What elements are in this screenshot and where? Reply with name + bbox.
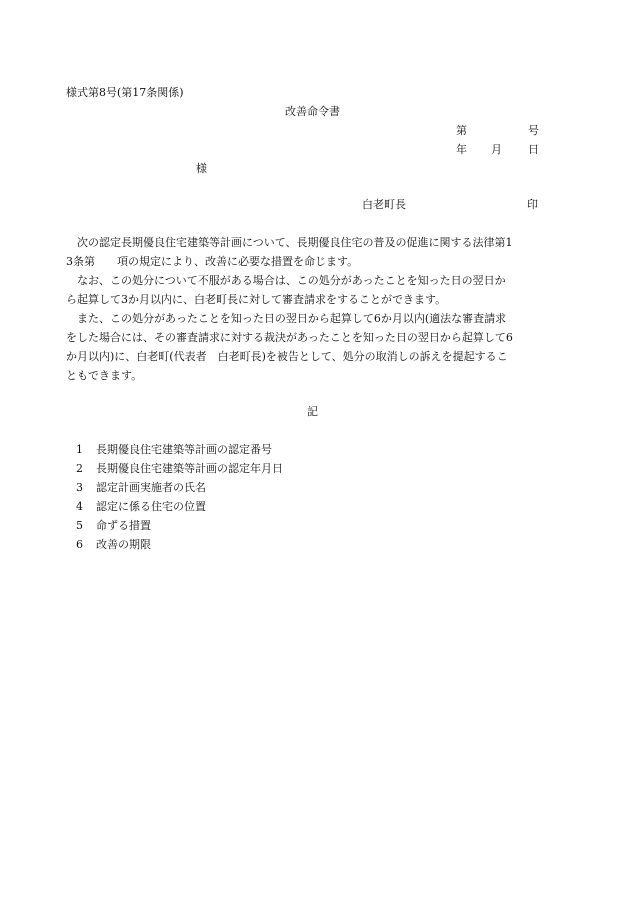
- list-item: [76, 519, 151, 533]
- paragraph-1-line-1: 次の認定長期優良住宅建築等計画について、長期優良住宅の普及の促進に関する法律第1: [77, 236, 513, 249]
- paragraph-3-line-4: ともできます。: [66, 369, 143, 382]
- item-label: 長期優良住宅建築等計画の認定番号: [96, 443, 272, 456]
- item-number: 4: [76, 500, 83, 513]
- paragraph-3-line-2: をした場合には、その審査請求に対する裁決があったことを知った日の翌日から起算して6: [66, 331, 513, 344]
- seal-mark: 印: [527, 198, 538, 211]
- date-month-label: 月: [491, 143, 502, 156]
- ki-heading: 記: [307, 405, 318, 418]
- addressee-suffix: 様: [196, 162, 207, 175]
- number-suffix: 号: [528, 124, 539, 137]
- list-item: [76, 538, 151, 552]
- number-prefix: 第: [456, 124, 467, 137]
- list-item: [76, 462, 283, 476]
- date-year-label: 年: [456, 143, 467, 156]
- item-number: 3: [76, 481, 83, 494]
- document-title: 改善命令書: [285, 105, 340, 118]
- list-item: [76, 481, 206, 495]
- item-number: 5: [76, 519, 83, 532]
- paragraph-3-line-1: また、この処分があったことを知った日の翌日から起算して6か月以内(適法な審査請求: [77, 312, 507, 325]
- paragraph-1-line-2: 3条第 項の規定により、改善に必要な措置を命じます。: [66, 255, 359, 268]
- item-number: 2: [76, 462, 83, 475]
- form-number: 様式第8号(第17条関係): [66, 86, 184, 99]
- paragraph-2-line-1: なお、この処分について不服がある場合は、この処分があったことを知った日の翌日か: [77, 274, 506, 287]
- paragraph-2-line-2: ら起算して3か月以内に、白老町長に対して審査請求をすることができます。: [66, 293, 447, 306]
- item-label: 長期優良住宅建築等計画の認定年月日: [96, 462, 283, 475]
- date-day-label: 日: [528, 143, 539, 156]
- list-item: [76, 500, 206, 514]
- paragraph-3-line-3: か月以内)に、白老町(代表者 白老町長)を被告として、処分の取消しの訴えを提起するこ: [66, 350, 508, 363]
- item-number: 6: [76, 538, 83, 551]
- item-label: 改善の期限: [96, 538, 151, 551]
- item-label: 認定計画実施者の氏名: [96, 481, 206, 494]
- item-number: 1: [76, 443, 83, 456]
- item-label: 認定に係る住宅の位置: [96, 500, 206, 513]
- issuer-name: 白老町長: [362, 198, 406, 211]
- list-item: [76, 443, 272, 457]
- item-label: 命ずる措置: [96, 519, 151, 532]
